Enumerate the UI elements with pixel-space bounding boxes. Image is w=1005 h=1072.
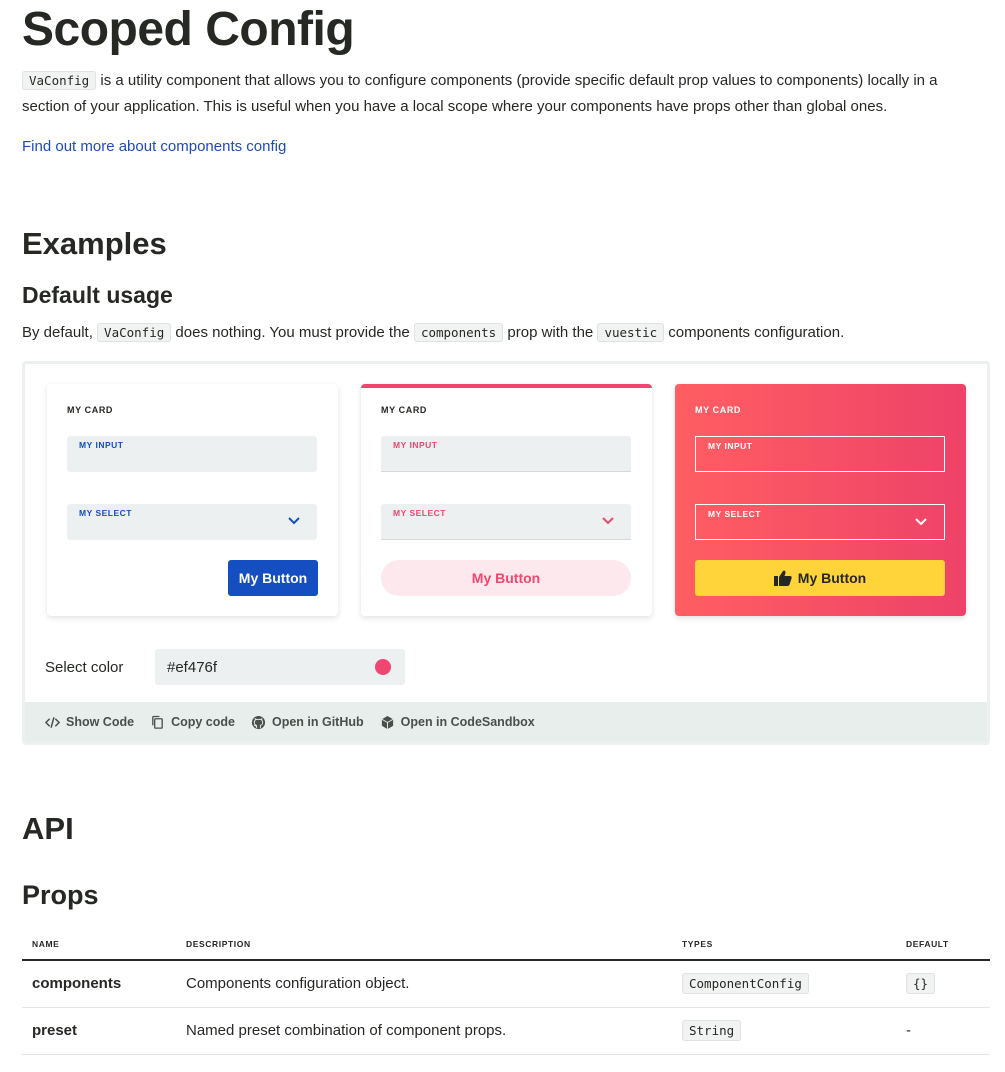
open-codesandbox-label: Open in CodeSandbox bbox=[400, 715, 535, 729]
input-label: MY INPUT bbox=[79, 440, 124, 450]
chevron-down-icon bbox=[287, 516, 301, 526]
my-input-field[interactable] bbox=[695, 436, 945, 472]
prop-description: Components configuration object. bbox=[176, 960, 672, 1007]
props-table bbox=[22, 928, 990, 1055]
prop-type: String bbox=[682, 1020, 741, 1041]
prop-description: Named preset combination of component props. bbox=[176, 1007, 672, 1054]
column-header: TYPES bbox=[672, 928, 896, 960]
my-button[interactable] bbox=[695, 560, 945, 596]
inline-code: vuestic bbox=[597, 323, 664, 342]
input-label: MY INPUT bbox=[708, 441, 753, 451]
api-heading: API bbox=[22, 811, 74, 846]
inline-code: VaConfig bbox=[97, 323, 171, 342]
card-title: MY CARD bbox=[381, 405, 428, 415]
input-label: MY INPUT bbox=[393, 440, 438, 450]
color-input[interactable] bbox=[155, 649, 405, 685]
github-icon bbox=[251, 715, 266, 730]
props-heading: Props bbox=[22, 880, 99, 910]
intro-paragraph bbox=[22, 68, 982, 120]
card-default bbox=[47, 384, 338, 616]
select-label: MY SELECT bbox=[708, 509, 761, 519]
table-row bbox=[22, 1007, 990, 1054]
prop-default-cell bbox=[896, 960, 990, 1007]
codesandbox-icon bbox=[380, 715, 395, 730]
my-button[interactable]: My Button bbox=[228, 560, 318, 596]
inline-code: VaConfig bbox=[22, 71, 96, 90]
show-code-button[interactable] bbox=[45, 715, 134, 730]
open-github-button[interactable] bbox=[251, 715, 364, 730]
my-select-field[interactable] bbox=[67, 504, 317, 540]
my-button[interactable]: My Button bbox=[381, 560, 631, 596]
inline-code: components bbox=[414, 323, 503, 342]
select-label: MY SELECT bbox=[79, 508, 132, 518]
open-github-label: Open in GitHub bbox=[271, 715, 364, 729]
components-config-link[interactable]: Find out more about components config bbox=[22, 138, 287, 155]
card-gradient bbox=[675, 384, 966, 616]
examples-heading: Examples bbox=[22, 226, 167, 261]
my-input-field[interactable] bbox=[67, 436, 317, 472]
color-swatch[interactable] bbox=[375, 659, 391, 675]
column-header: DEFAULT bbox=[896, 928, 990, 960]
copy-code-button[interactable] bbox=[150, 715, 235, 730]
chevron-down-icon bbox=[601, 516, 615, 526]
intro-text: is a utility component that allows you to configure components (provide specific default prop values to components) locally in a section of your application. This is useful when you have a local scope where your components have props other than global ones. bbox=[22, 72, 938, 115]
prop-type-cell bbox=[672, 1007, 896, 1054]
prop-type-cell bbox=[672, 960, 896, 1007]
prop-name: components bbox=[22, 960, 176, 1007]
color-select-label: Select color bbox=[45, 658, 124, 676]
card-primary-color bbox=[361, 384, 652, 616]
desc-text: components configuration. bbox=[664, 324, 845, 341]
default-usage-heading: Default usage bbox=[22, 282, 173, 308]
desc-text: By default, bbox=[22, 324, 98, 341]
example-demo bbox=[22, 361, 990, 745]
desc-text: does nothing. You must provide the bbox=[171, 324, 414, 341]
thumb-up-icon bbox=[774, 570, 792, 586]
card-title: MY CARD bbox=[695, 405, 742, 415]
table-row bbox=[22, 960, 990, 1007]
code-icon bbox=[45, 715, 60, 730]
prop-default: {} bbox=[906, 973, 935, 994]
prop-type: ComponentConfig bbox=[682, 973, 809, 994]
color-value: #ef476f bbox=[167, 658, 218, 676]
button-label: My Button bbox=[797, 570, 867, 586]
copy-icon bbox=[150, 715, 165, 730]
color-select-row bbox=[45, 649, 405, 685]
column-header: NAME bbox=[22, 928, 176, 960]
column-header: DESCRIPTION bbox=[176, 928, 672, 960]
card-title: MY CARD bbox=[67, 405, 114, 415]
copy-code-label: Copy code bbox=[171, 715, 235, 729]
show-code-label: Show Code bbox=[66, 715, 135, 729]
prop-default: - bbox=[896, 1007, 990, 1054]
open-codesandbox-button[interactable] bbox=[380, 715, 535, 730]
chevron-down-icon bbox=[914, 517, 928, 527]
my-select-field[interactable] bbox=[381, 504, 631, 540]
desc-text: prop with the bbox=[503, 324, 598, 341]
select-label: MY SELECT bbox=[393, 508, 446, 518]
demo-footer bbox=[25, 702, 987, 742]
page-title: Scoped Config bbox=[22, 3, 355, 56]
table-header-row bbox=[22, 928, 990, 960]
prop-name: preset bbox=[22, 1007, 176, 1054]
default-usage-description bbox=[22, 320, 844, 346]
my-select-field[interactable] bbox=[695, 504, 945, 540]
my-input-field[interactable] bbox=[381, 436, 631, 472]
